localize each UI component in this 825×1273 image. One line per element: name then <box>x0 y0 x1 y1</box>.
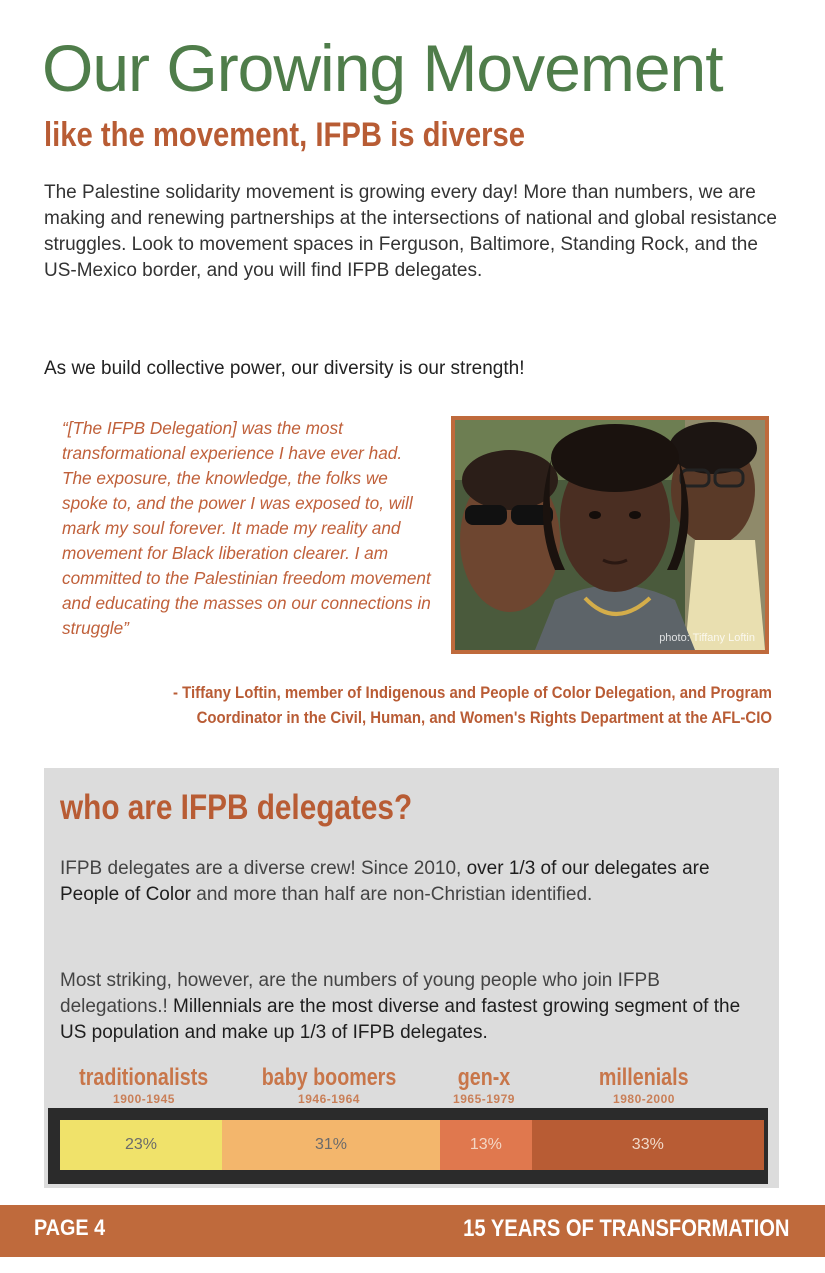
millennials-paragraph <box>60 968 760 1046</box>
testimonial-quote: “[The IFPB Delegation] was the most transformational experience I have ever had. The exposure, the knowledge, the folks we spoke to, and the power I was exposed to, will mark my soul forever. It made my reality and movement for Black liberation clearer. I am committed to the Palestinian freedom movement and educating the masses on our connections in struggle” <box>62 418 431 638</box>
segment-percent: 33% <box>631 1136 664 1153</box>
millennials-text-start: Most striking, however, are the numbers of young people who join IFPB delegations.! <box>60 970 660 1017</box>
diversity-text-end: and more than half are non-Christian identified. <box>190 884 593 905</box>
generation-name: gen-x <box>457 1064 511 1091</box>
page-title: Our Growing Movement <box>42 31 723 105</box>
generation-name: traditionalists <box>79 1064 209 1091</box>
panel-title: who are IFPB delegates? <box>60 788 413 827</box>
generation-label-gen-x <box>414 1064 554 1106</box>
page-number: PAGE 4 <box>34 1215 106 1240</box>
strength-statement: As we build collective power, our diversity is our strength! <box>44 358 525 379</box>
segment-percent: 31% <box>315 1136 348 1153</box>
bar-segment-baby-boomers <box>222 1120 440 1170</box>
generation-years: 1980-2000 <box>613 1092 675 1106</box>
generation-label-traditionalists <box>44 1064 244 1106</box>
generation-share-bar <box>60 1120 764 1170</box>
segment-percent: 13% <box>469 1136 502 1153</box>
delegates-photo <box>451 416 769 654</box>
generation-years: 1965-1979 <box>453 1092 515 1106</box>
bar-segment-gen-x <box>440 1120 532 1170</box>
millennials-highlight: Millennials are the most diverse and fastest growing segment of the US population and make up 1/3 of IFPB delegates. <box>60 996 741 1043</box>
generation-bar-frame <box>48 1108 768 1184</box>
page-footer <box>0 1205 825 1257</box>
diversity-text-start: IFPB delegates are a diverse crew! Since 2010, <box>60 858 467 879</box>
generation-label-millenials <box>544 1064 744 1106</box>
intro-paragraph: The Palestine solidarity movement is growing every day! More than numbers, we are making and renewing partnerships at the intersections of national and global resistance struggles. Look to movement spaces in Ferguson, Baltimore, Standing Rock, and the US-Mexico border, and you will find IFPB delegates. <box>44 182 778 281</box>
generation-labels <box>44 1064 779 1110</box>
delegates-photo-illustration <box>455 420 765 650</box>
quote-attribution <box>60 680 772 730</box>
photo-credit: photo: Tiffany Loftin <box>659 632 755 644</box>
generation-name: baby boomers <box>261 1064 397 1091</box>
bar-segment-millenials <box>532 1120 764 1170</box>
generation-label-baby-boomers <box>229 1064 429 1106</box>
diversity-highlight: over 1/3 of our delegates are People of Color <box>60 858 710 905</box>
segment-percent: 23% <box>124 1136 157 1153</box>
generation-name: millenials <box>599 1064 689 1091</box>
attribution-line-2: Coordinator in the Civil, Human, and Women's Rights Department at the AFL-CIO <box>196 708 772 727</box>
diversity-paragraph <box>60 856 760 908</box>
generation-years: 1946-1964 <box>298 1092 360 1106</box>
page-subtitle: like the movement, IFPB is diverse <box>44 116 526 154</box>
attribution-line-1: - Tiffany Loftin, member of Indigenous and People of Color Delegation, and Program <box>172 683 772 702</box>
generation-years: 1900-1945 <box>113 1092 175 1106</box>
footer-tagline: 15 YEARS OF TRANSFORMATION <box>462 1215 789 1242</box>
bar-segment-traditionalists <box>60 1120 222 1170</box>
delegates-panel <box>44 768 779 1188</box>
